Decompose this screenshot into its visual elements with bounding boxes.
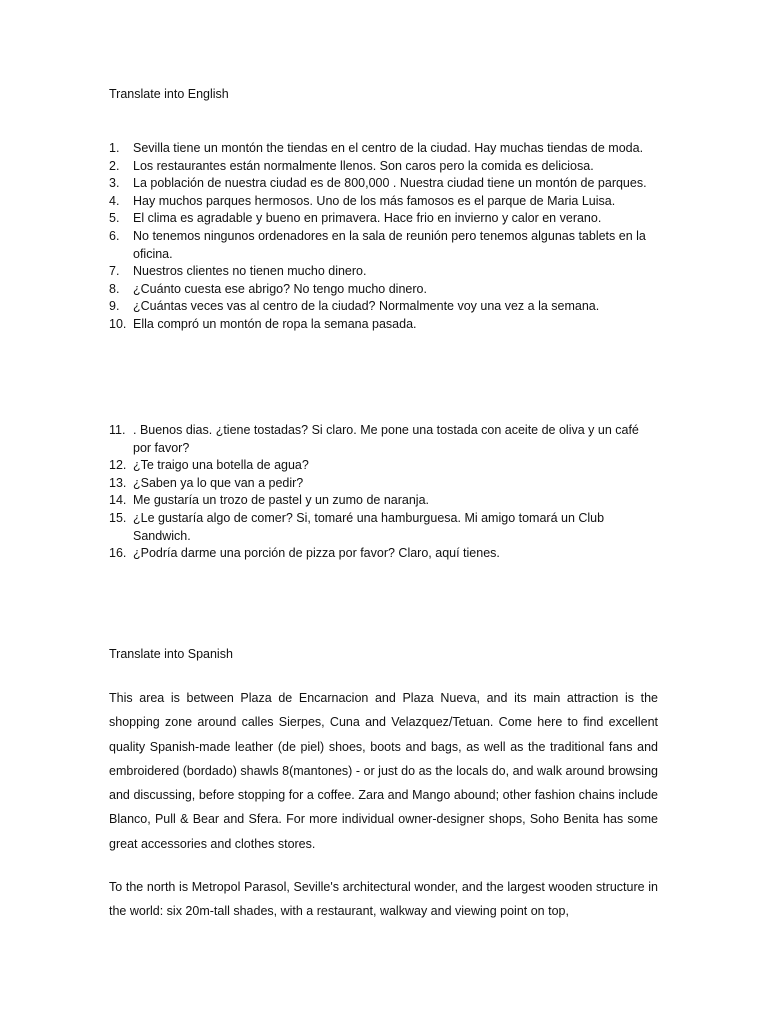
paragraph-shopping-area: This area is between Plaza de Encarnacion and Plaza Nueva, and its main attraction is the shopping zone around calles Sierpes, Cuna and Velazquez/Tetuan. Come here to find excellent quality Spanish-made leather (de piel) shoes, boots and bags, as well as the traditional fans and embroidered (bordado) shawls 8(mantones) - or just do as the locals do, and walk around browsing and discussing, before stopping for a coffee. Zara and Mango abound; other fashion chains include Blanco, Pull & Bear and Sfera. For more individual owner-designer shops, Soho Benita has some great accessories and clothes stores. (109, 691, 658, 851)
list-item: 7. Nuestros clientes no tienen mucho dinero. (109, 264, 367, 279)
list-item: 6. No tenemos ningunos ordenadores en la sala de reunión pero tenemos algunas tablets en la oficina. (109, 228, 646, 261)
list-item: 14. Me gustaría un trozo de pastel y un zumo de naranja. (109, 493, 430, 508)
list-item: 16. ¿Podría darme una porción de pizza por favor? Claro, aquí tienes. (109, 546, 500, 561)
list-item: 5. El clima es agradable y bueno en primavera. Hace frio en invierno y calor en verano. (109, 211, 602, 226)
list-item: 3. La población de nuestra ciudad es de 800,000 . Nuestra ciudad tiene un montón de parques. (109, 176, 647, 191)
list-item: 11. . Buenos dias. ¿tiene tostadas? Si claro. Me pone una tostada con aceite de oliva y un café por favor? (109, 423, 639, 455)
paragraph-metropol-parasol: To the north is Metropol Parasol, Seville's architectural wonder, and the largest wooden structure in the world: six 20m-tall shades, with a restaurant, walkway and viewing point on top, (109, 880, 658, 919)
list-item: 9. ¿Cuántas veces vas al centro de la ciudad? Normalmente voy una vez a la semana. (109, 299, 600, 314)
sentence-list-part-a (109, 140, 654, 334)
section-title-spanish: Translate into Spanish (109, 647, 233, 661)
list-item: 15. ¿Le gustaría algo de comer? Si, tomaré una hamburguesa. Mi amigo tomará un Club Sandwich. (109, 510, 605, 543)
list-item: 4. Hay muchos parques hermosos. Uno de los más famosos es el parque de Maria Luisa. (109, 193, 616, 208)
list-item: 1. Sevilla tiene un montón the tiendas en el centro de la ciudad. Hay muchas tiendas de moda. (109, 141, 644, 155)
list-item: 13. ¿Saben ya lo que van a pedir? (109, 475, 304, 490)
list-item: 8. ¿Cuánto cuesta ese abrigo? No tengo mucho dinero. (109, 281, 427, 296)
list-item: 10. Ella compró un montón de ropa la semana pasada. (109, 316, 417, 331)
list-item: 2. Los restaurantes están normalmente llenos. Son caros pero la comida es deliciosa. (109, 158, 594, 173)
list-item: 12. ¿Te traigo una botella de agua? (109, 458, 309, 473)
sentence-list-part-b (109, 422, 654, 563)
section-title-english: Translate into English (109, 87, 229, 101)
